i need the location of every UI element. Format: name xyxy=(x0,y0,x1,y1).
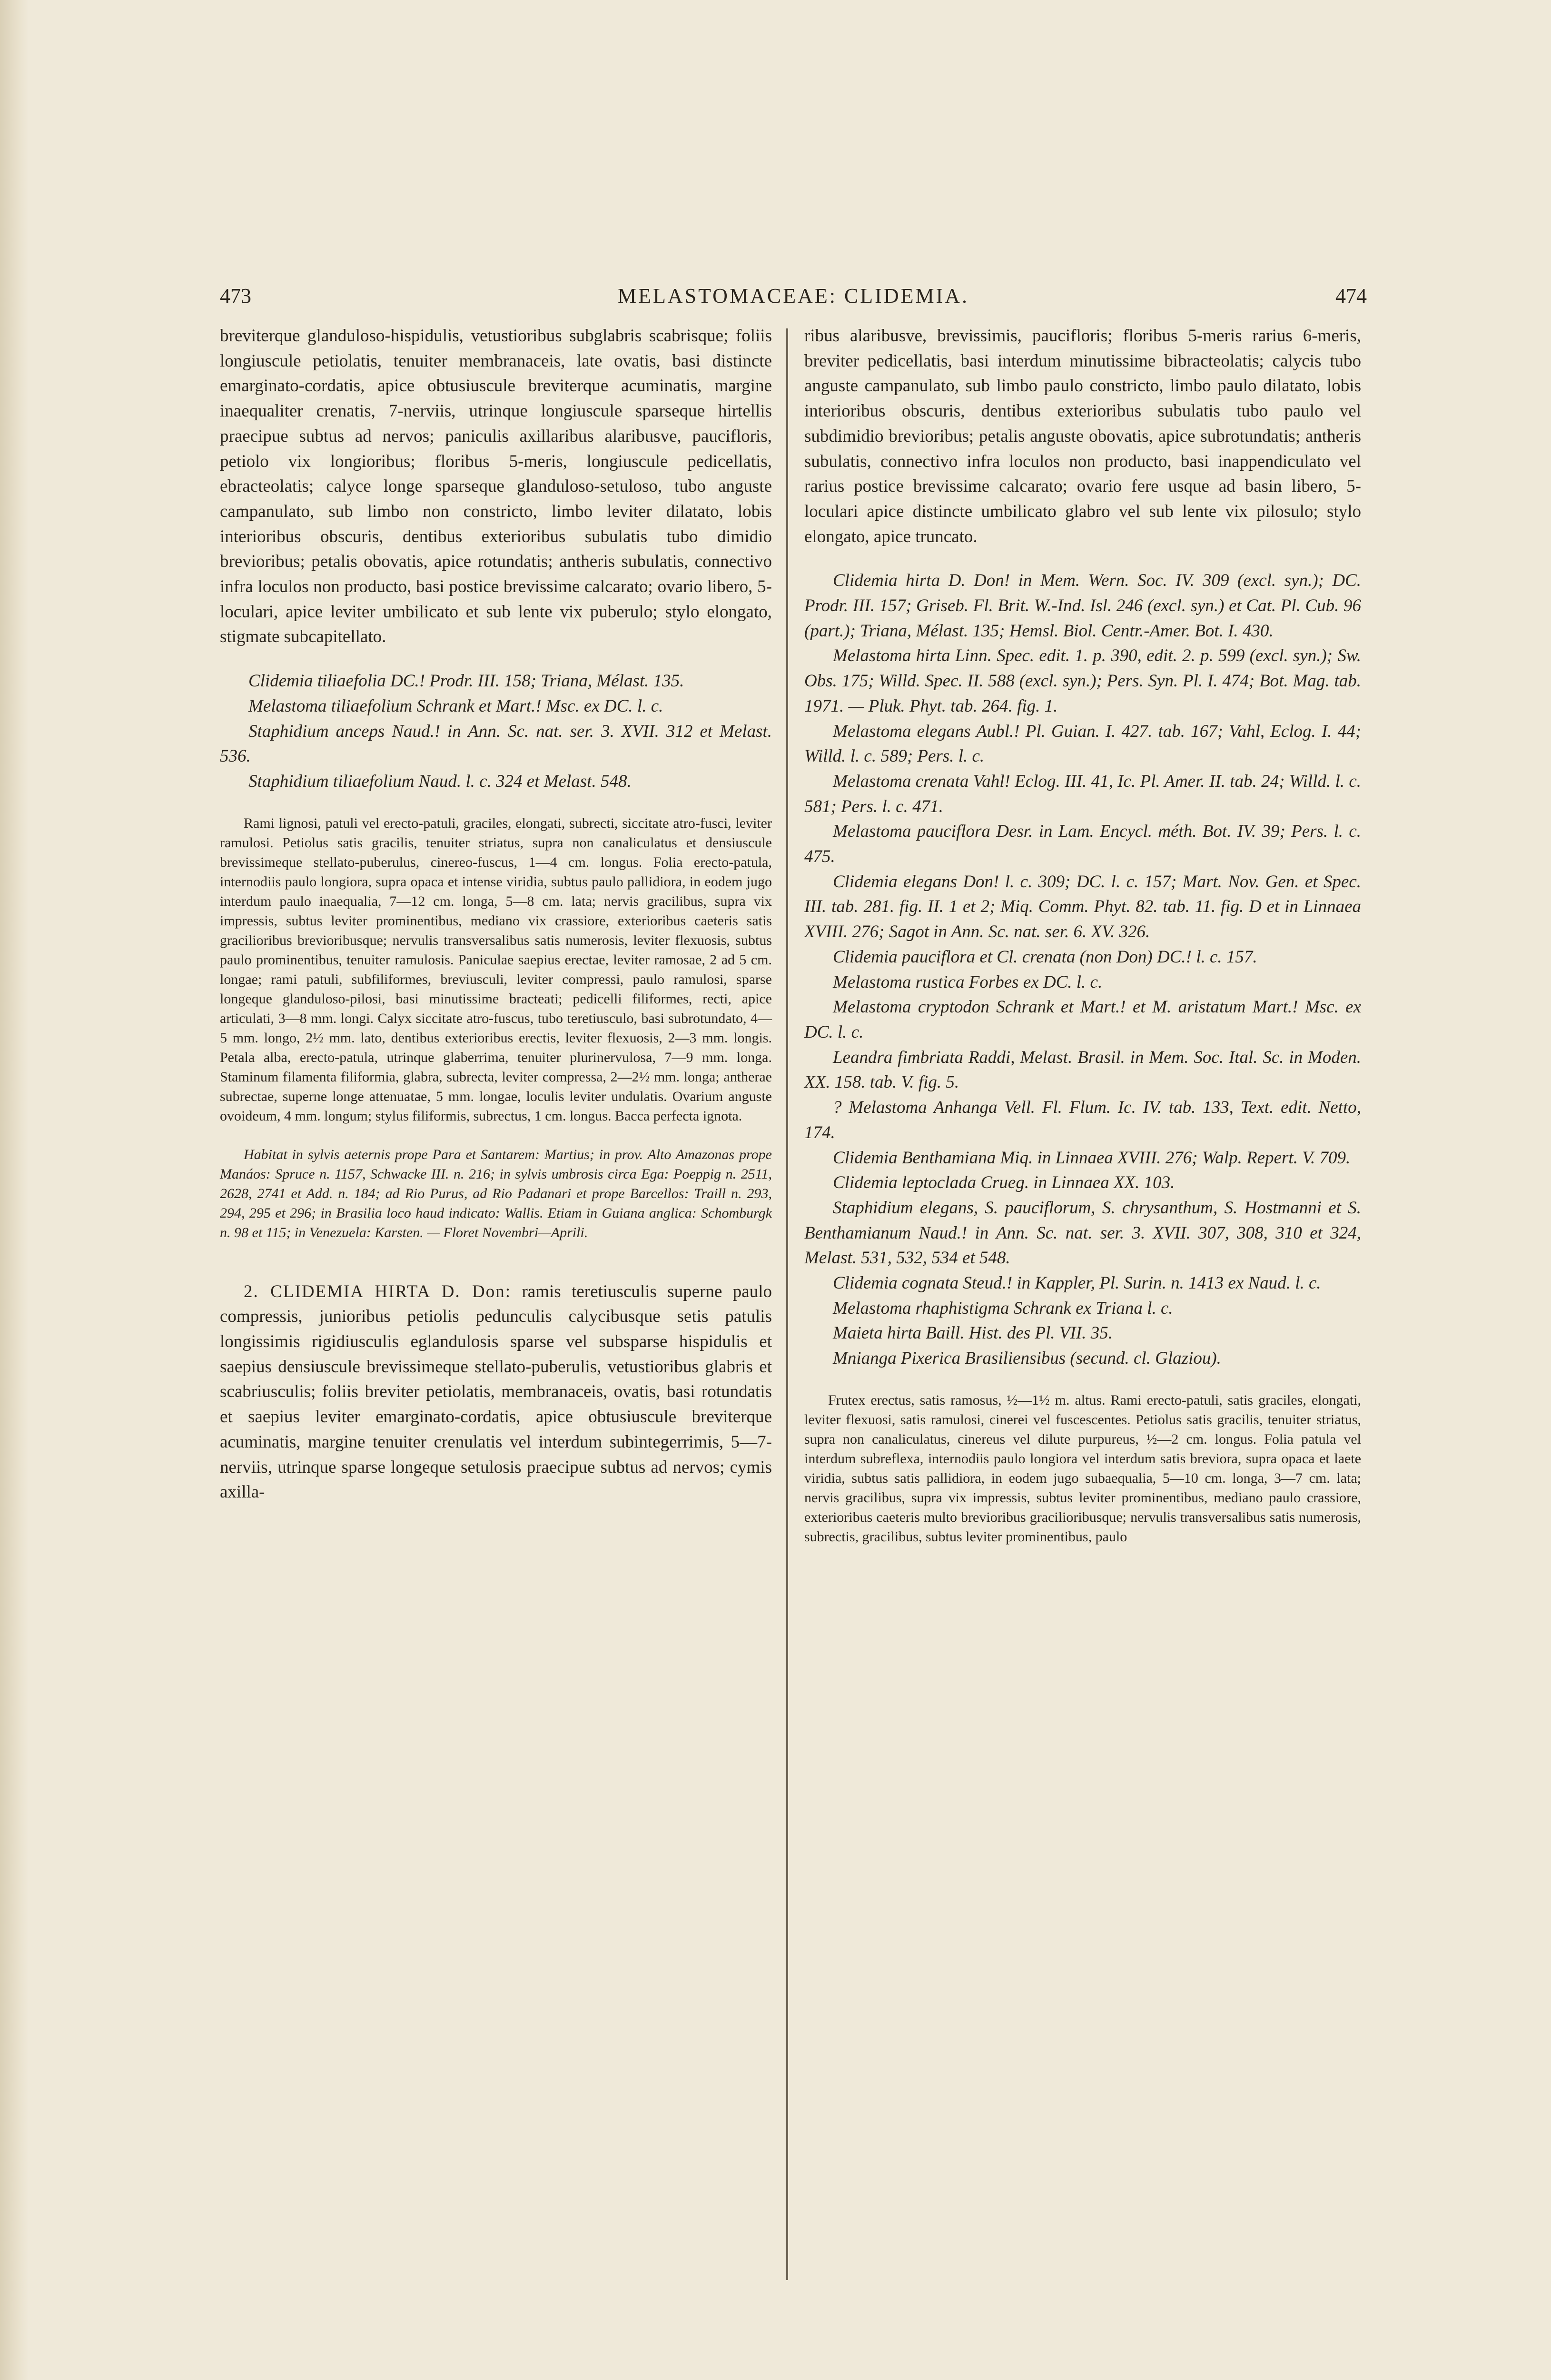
left-intro-paragraph: breviterque glanduloso-hispidulis, vetustioribus subglabris scabrisque; foliis longiuscule petiolatis, tenuiter membranaceis, late ovatis, basi distincte emarginato-cordatis, apice obtusiuscule breviterque acuminatis, margine inaequaliter crenatis, 7-nerviis, utrinque longiuscule sparseque hirtellis praecipue subtus ad nervos; paniculis axillaribus alaribusve, paucifloris, petiolo vix longioribus; floribus 5-meris, longiuscule pedicellatis, ebracteolatis; calyce longe sparseque glanduloso-setuloso, tubo anguste campanulato, sub limbo non constricto, limbo leviter dilatato, lobis interioribus obscuris, dentibus exterioribus subulatis tubo dimidio brevioribus; petalis obovatis, apice rotundatis; antheris subulatis, connectivo infra loculos non producto, basi postice brevissime calcarato; ovario libero, 5-loculari, apice leviter umbilicato et sub lente vix puberulo; stylo elongato, stigmate subcapitellato. xyxy=(220,326,772,647)
running-title: MELASTOMACEAE: CLIDEMIA. xyxy=(617,284,969,307)
species-2-name: 2. CLIDEMIA HIRTA D. Don: xyxy=(244,1281,512,1301)
synonym-entry: Staphidium elegans, S. pauciflorum, S. chrysanthum, S. Hostmanni et S. Benthamianum Naud.! in Ann. Sc. nat. ser. 3. XVII. 307, 308, 310 et 324, Melast. 531, 532, 534 et 548. xyxy=(804,1198,1361,1268)
left-column xyxy=(220,324,772,1505)
synonym-entry: Melastoma rhaphistigma Schrank ex Triana l. c. xyxy=(833,1298,1173,1318)
description-text: Rami lignosi, patuli vel erecto-patuli, graciles, elongati, subrecti, siccitate atro-fusci, leviter ramulosi. Petiolus satis gracilis, tenuiter striatus, supra non canaliculatus et densiuscule brevissimeque stellato-puberulus, cinereo-fuscus, 1—4 cm. longus. Folia erecto-patula, internodiis paulo longiora, supra opaca et intense viridia, subtus paulo pallidiora, in eodem jugo interdum paulo inaequalia, 7—12 cm. longa, 5—8 cm. lata; nervis gracilibus, supra vix impressis, subtus leviter prominentibus, mediano vix crassiore, exterioribus caeteris satis gracilioribus brevioribusque; nervulis transversalibus satis numerosis, leviter flexuosis, subtus paulo prominentibus, tenuiter ramulosis. Paniculae saepius erectae, leviter ramosae, 2 ad 5 cm. longae; rami patuli, subfiliformes, breviusculi, leviter compressi, paulo ramulosi, sparse longeque glanduloso-pilosi, basi minutissime bracteati; pedicelli filiformes, recti, apice articulati, 3—8 mm. longi. Calyx siccitate atro-fuscus, tubo teretiusculo, basi subrotundato, 4—5 mm. longo, 2½ mm. lato, dentibus exterioribus erectis, leviter flexuosis, 2—3 mm. longis. Petala alba, erecto-patula, utrinque glaberrima, tenuiter plurinervulosa, 7—9 mm. longa. Staminum filamenta filiformia, glabra, subrecta, leviter compressa, 2—2½ mm. longa; antherae subrectae, superne longe attenuatae, 5 mm. longae, loculis leviter undulatis. Ovarium anguste ovoideum, 4 mm. longum; stylus filiformis, subrectus, 1 cm. longus. Bacca perfecta ignota. xyxy=(220,815,772,1124)
description-text: Frutex erectus, satis ramosus, ½—1½ m. altus. Rami erecto-patuli, satis graciles, elongati, leviter flexuosi, satis ramulosi, cinerei vel fuscescentes. Petiolus satis gracilis, tenuiter striatus, supra non canaliculatus, cinereus vel dilute purpureus, ½—2 cm. longus. Folia patula vel interdum subreflexa, internodiis paulo longiora vel interdum satis breviora, supra opaca et laete viridia, subtus satis pallidiora, in eodem jugo subaequalia, 5—10 cm. longa, 3—7 cm. lata; nervis gracilibus, supra vix impressis, subtus leviter prominentibus, mediano paulo crassiore, exterioribus caeteris multo brevioribus gracilioribusque; nervulis transversalibus satis numerosis, subrectis, gracilibus, subtus leviter prominentibus, paulo xyxy=(804,1392,1361,1545)
synonym-entry: Staphidium anceps Naud.! in Ann. Sc. nat. ser. 3. XVII. 312 et Melast. 536. xyxy=(220,721,772,766)
synonym-entry: Leandra fimbriata Raddi, Melast. Brasil. in Mem. Soc. Ital. Sc. in Moden. XX. 158. tab. V. fig. 5. xyxy=(804,1047,1361,1092)
synonym-entry: Melastoma rustica Forbes ex DC. l. c. xyxy=(833,972,1103,992)
synonym-entry: Clidemia leptoclada Crueg. in Linnaea XX. 103. xyxy=(833,1173,1175,1193)
synonym-entry: Maieta hirta Baill. Hist. des Pl. VII. 35. xyxy=(833,1323,1113,1343)
column-divider xyxy=(786,328,788,2280)
species-2-diagnosis: ramis teretiusculis superne paulo compressis, junioribus petiolis pedunculis calycibusque setis patulis longissimis rigidiusculis eglandulosis sparse vel subsparse hispidulis et saepius densiuscule brevissimeque stellato-puberulis, vetustioribus glabris et scabriusculis; foliis breviter petiolatis, membranaceis, ovatis, basi rotundatis et saepius leviter emarginato-cordatis, apice obtusiuscule breviterque acuminatis, margine tenuiter crenulatis vel interdum subintegerrimis, 5—7-nerviis, utrinque sparse longeque setulosis praecipue subtus ad nervos; cymis axilla- xyxy=(220,1281,772,1502)
right-synonymy xyxy=(804,568,1361,1371)
synonym-entry: Mnianga Pixerica Brasiliensibus (secund. cl. Glaziou). xyxy=(833,1349,1221,1368)
synonym-entry: Clidemia tiliaefolia DC.! Prodr. III. 158; Triana, Mélast. 135. xyxy=(248,671,684,691)
page-number-left: 473 xyxy=(220,284,251,307)
page-header xyxy=(220,284,1367,322)
synonym-entry: Melastoma crenata Vahl! Eclog. III. 41, Ic. Pl. Amer. II. tab. 24; Willd. l. c. 581; Pers. l. c. 471. xyxy=(804,771,1361,816)
synonym-entry: Melastoma pauciflora Desr. in Lam. Encycl. méth. Bot. IV. 39; Pers. l. c. 475. xyxy=(804,822,1361,867)
synonym-entry: Clidemia pauciflora et Cl. crenata (non Don) DC.! l. c. 157. xyxy=(833,947,1257,967)
right-description xyxy=(804,1390,1361,1547)
left-synonymy xyxy=(220,669,772,794)
synonym-entry: Clidemia cognata Steud.! in Kappler, Pl. Surin. n. 1413 ex Naud. l. c. xyxy=(833,1273,1321,1293)
left-description xyxy=(220,813,772,1126)
right-column xyxy=(804,324,1361,1547)
synonym-entry: Melastoma hirta Linn. Spec. edit. 1. p. 390, edit. 2. p. 599 (excl. syn.); Sw. Obs. 175; Willd. Spec. II. 588 (excl. syn.); Pers. Syn. Pl. I. 474; Bot. Mag. tab. 1971. — Pluk. Phyt. tab. 264. fig. 1. xyxy=(804,646,1361,716)
synonym-entry: Melastoma cryptodon Schrank et Mart.! et M. aristatum Mart.! Msc. ex DC. l. c. xyxy=(804,997,1361,1042)
synonym-entry: Staphidium tiliaefolium Naud. l. c. 324 et Melast. 548. xyxy=(248,771,632,791)
page-spine-shadow xyxy=(0,0,29,2380)
synonym-entry: Clidemia hirta D. Don! in Mem. Wern. Soc. IV. 309 (excl. syn.); DC. Prodr. III. 157; Griseb. Fl. Brit. W.-Ind. Isl. 246 (excl. syn.) et Cat. Pl. Cub. 96 (part.); Triana, Mélast. 135; Hemsl. Biol. Centr.-Amer. Bot. I. 430. xyxy=(804,571,1361,641)
right-intro-paragraph: ribus alaribusve, brevissimis, paucifloris; floribus 5-meris rarius 6-meris, breviter pedicellatis, basi interdum minutissime bibracteolatis; calycis tubo anguste campanulato, sub limbo paulo constricto, limbo paulo dilatato, lobis interioribus obscuris, dentibus exterioribus subulatis tubo paulo vel subdimidio brevioribus; petalis anguste obovatis, apice subrotundatis; antheris subulatis, connectivo infra loculos non producto, basi inappendiculato vel rarius postice brevissime calcarato; ovario fere usque ad basin libero, 5-loculari apice distincte umbilicato glabro vel sub lente vix pilosulo; stylo elongato, apice truncato. xyxy=(804,326,1361,546)
page-number-right: 474 xyxy=(1335,284,1367,307)
synonym-entry: Clidemia elegans Don! l. c. 309; DC. l. c. 157; Mart. Nov. Gen. et Spec. III. tab. 281. fig. II. 1 et 2; Miq. Comm. Phyt. 82. tab. 11. fig. D et in Linnaea XVIII. 276; Sagot in Ann. Sc. nat. ser. 6. XV. 326. xyxy=(804,872,1361,942)
synonym-entry: Melastoma tiliaefolium Schrank et Mart.! Msc. ex DC. l. c. xyxy=(248,696,663,716)
synonym-entry: ? Melastoma Anhanga Vell. Fl. Flum. Ic. IV. tab. 133, Text. edit. Netto, 174. xyxy=(804,1098,1361,1142)
species-2-heading xyxy=(220,1279,772,1505)
synonym-entry: Clidemia Benthamiana Miq. in Linnaea XVIII. 276; Walp. Repert. V. 709. xyxy=(833,1148,1351,1168)
habitat-text: Habitat in sylvis aeternis prope Para et Santarem: Martius; in prov. Alto Amazonas prope Manáos: Spruce n. 1157, Schwacke III. n. 216; in sylvis umbrosis circa Ega: Poeppig n. 2511, 2628, 2741 et Add. n. 184; ad Rio Purus, ad Rio Padanari et prope Barcellos: Traill n. 293, 294, 295 et 296; in Brasilia loco haud indicato: Wallis. Etiam in Guiana anglica: Schomburgk n. 98 et 115; in Venezuela: Karsten. — Floret Novembri—Aprili. xyxy=(220,1146,772,1240)
synonym-entry: Melastoma elegans Aubl.! Pl. Guian. I. 427. tab. 167; Vahl, Eclog. I. 44; Willd. l. c. 589; Pers. l. c. xyxy=(804,721,1361,766)
